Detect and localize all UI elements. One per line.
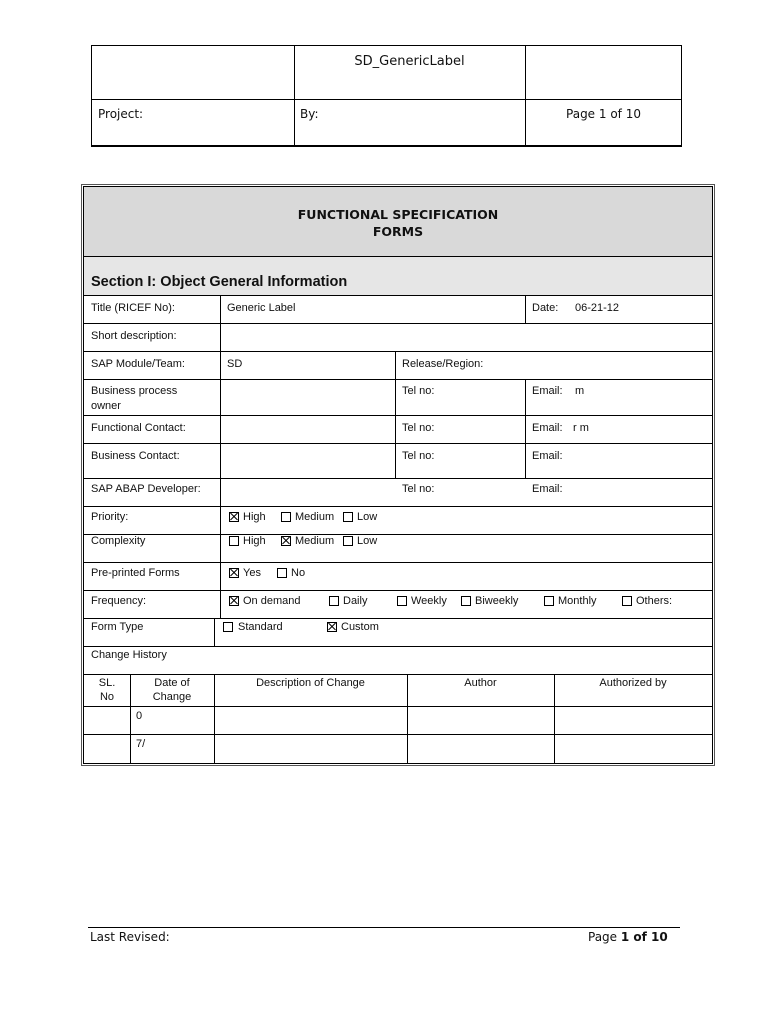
form-title-line2: FORMS (372, 224, 424, 239)
module-label: SAP Module/Team: (91, 358, 185, 370)
preprinted-label: Pre-printed Forms (91, 567, 180, 579)
project-label: Project: (98, 107, 144, 121)
preprinted-yes-checkbox[interactable] (229, 568, 239, 578)
frequency-label: Frequency: (91, 595, 147, 607)
preprinted-no-checkbox[interactable] (277, 568, 287, 578)
formtype-custom-checkbox[interactable] (327, 622, 337, 632)
business-email-label: Email: (532, 450, 563, 462)
change-history-label: Change History (91, 649, 167, 661)
col-sl-line2: No (99, 691, 115, 703)
complexity-medium-label: Medium (295, 535, 335, 547)
frequency-biweekly-checkbox[interactable] (461, 596, 471, 606)
col-date-line1: Date of (154, 677, 190, 689)
frequency-on-demand-checkbox[interactable] (229, 596, 239, 606)
footer-page-count: 1 of 10 (620, 930, 668, 944)
bpo-label-line2: owner (91, 400, 121, 412)
form-type-label: Form Type (91, 621, 144, 633)
frequency-monthly-label: Monthly (558, 595, 597, 607)
date-value[interactable]: 06-21-12 (575, 302, 620, 314)
complexity-medium-checkbox[interactable] (281, 536, 291, 546)
frequency-weekly-label: Weekly (411, 595, 447, 607)
frequency-on-demand-label: On demand (243, 595, 301, 607)
functional-contact-label: Functional Contact: (91, 422, 186, 434)
formtype-standard-checkbox[interactable] (223, 622, 233, 632)
bpo-email-value[interactable]: m (575, 385, 585, 397)
preprinted-no-label: No (291, 567, 306, 579)
priority-high-label: High (243, 511, 266, 523)
col-author: Author (464, 677, 497, 689)
preprinted-yes-label: Yes (243, 567, 261, 579)
header-label: SD_GenericLabel (354, 54, 465, 69)
title-label: Title (RICEF No): (91, 302, 175, 314)
document-header (91, 45, 682, 147)
specification-form (83, 186, 713, 764)
footer-divider (88, 927, 680, 928)
col-description: Description of Change (256, 677, 365, 689)
footer-page-number (588, 930, 668, 944)
priority-high-checkbox[interactable] (229, 512, 239, 522)
priority-label: Priority: (91, 511, 129, 523)
frequency-others-checkbox[interactable] (622, 596, 632, 606)
col-date-line2: Change (152, 691, 192, 703)
complexity-low-checkbox[interactable] (343, 536, 353, 546)
footer-page-prefix: Page (588, 930, 618, 944)
module-value[interactable]: SD (227, 358, 243, 370)
col-sl-line1: SL. (98, 677, 116, 689)
priority-low-checkbox[interactable] (343, 512, 353, 522)
abap-developer-label: SAP ABAP Developer: (91, 483, 201, 495)
priority-low-label: Low (357, 511, 378, 523)
functional-email-value[interactable]: r m (573, 422, 589, 434)
frequency-others-label: Others: (636, 595, 673, 607)
title-value[interactable]: Generic Label (227, 302, 296, 314)
complexity-high-label: High (243, 535, 266, 547)
formtype-standard-label: Standard (238, 621, 283, 633)
date-label: Date: (532, 302, 559, 314)
frequency-monthly-checkbox[interactable] (544, 596, 554, 606)
priority-medium-label: Medium (295, 511, 335, 523)
by-label: By: (300, 107, 319, 121)
col-authorized-by: Authorized by (599, 677, 667, 689)
frequency-biweekly-label: Biweekly (475, 595, 519, 607)
table-row-date[interactable]: 0 (136, 710, 143, 722)
frequency-daily-checkbox[interactable] (329, 596, 339, 606)
table-row-date[interactable]: 7/ (136, 738, 146, 750)
priority-medium-checkbox[interactable] (281, 512, 291, 522)
business-contact-label: Business Contact: (91, 450, 180, 462)
complexity-high-checkbox[interactable] (229, 536, 239, 546)
header-page-number: Page 1 of 10 (566, 107, 641, 121)
functional-email-label: Email: (532, 422, 563, 434)
last-revised-label: Last Revised: (90, 930, 170, 944)
complexity-low-label: Low (357, 535, 378, 547)
release-label: Release/Region: (402, 358, 484, 370)
functional-tel-label: Tel no: (402, 422, 435, 434)
complexity-label: Complexity (91, 535, 146, 547)
formtype-custom-label: Custom (341, 621, 379, 633)
abap-tel-label: Tel no: (402, 483, 435, 495)
section-title: Section I: Object General Information (91, 274, 348, 290)
bpo-email-label: Email: (532, 385, 563, 397)
business-tel-label: Tel no: (402, 450, 435, 462)
frequency-daily-label: Daily (343, 595, 368, 607)
bpo-label-line1: Business process (91, 385, 178, 397)
frequency-weekly-checkbox[interactable] (397, 596, 407, 606)
form-title-line1: FUNCTIONAL SPECIFICATION (297, 207, 499, 222)
short-description-label: Short description: (91, 330, 177, 342)
bpo-tel-label: Tel no: (402, 385, 435, 397)
abap-email-label: Email: (532, 483, 563, 495)
